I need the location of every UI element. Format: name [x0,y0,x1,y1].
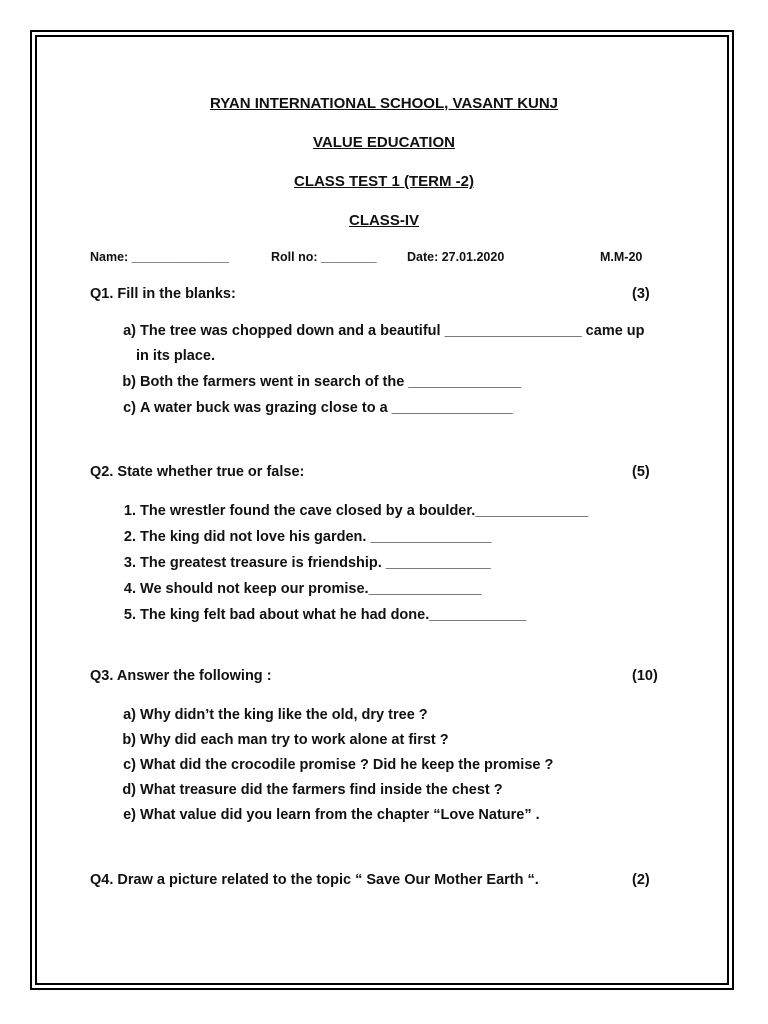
q1-heading [90,285,670,303]
item-text: Both the farmers went in search of the ______________ [140,374,522,390]
item-label: b) [122,374,136,390]
q3-marks: (10) [632,668,658,684]
q3-title: Q3. Answer the following : [90,668,272,684]
item-text: Why did each man try to work alone at first ? [140,732,449,748]
q4-heading [90,871,670,889]
item-text: Why didn’t the king like the old, dry tree ? [140,707,428,723]
item-text: A water buck was grazing close to a _______________ [140,400,513,416]
class-title: CLASS-IV [348,212,419,229]
q4-marks: (2) [632,872,650,888]
item-label: b) [122,732,136,748]
q1-title: Q1. Fill in the blanks: [90,286,236,302]
q3-item-c [112,756,692,774]
item-text: What treasure did the farmers find inside the chest ? [140,782,503,798]
q1-item-c [112,399,692,417]
item-text: The wrestler found the cave closed by a boulder.______________ [140,503,589,519]
test-title: CLASS TEST 1 (TERM -2) [293,173,474,190]
q4-title: Q4. Draw a picture related to the topic “ Save Our Mother Earth “. [90,872,539,888]
q2-item-4 [112,580,692,598]
q1-item-b [112,373,692,391]
item-label: a) [123,323,136,339]
q2-title: Q2. State whether true or false: [90,464,305,480]
item-label: d) [122,782,136,798]
item-text: What value did you learn from the chapter “Love Nature” . [140,807,540,823]
item-label: 5. [123,607,136,623]
q2-item-5 [112,606,692,624]
item-label: 1. [123,503,136,519]
roll-field: Roll no: ________ [271,250,377,264]
item-label: e) [123,807,136,823]
q2-item-2 [112,528,692,546]
subject-title: VALUE EDUCATION [313,134,455,151]
school-name: RYAN INTERNATIONAL SCHOOL, VASANT KUNJ [209,95,559,112]
item-text: The tree was chopped down and a beautiful _________________ came up [140,323,645,339]
q3-item-e [112,806,692,824]
item-label: c) [123,400,136,416]
q3-heading [90,667,670,685]
item-text: We should not keep our promise.______________ [140,581,482,597]
q3-item-a [112,706,692,724]
q2-marks: (5) [632,464,650,480]
q2-item-3 [112,554,692,572]
item-label: 4. [123,581,136,597]
q1-item-a-continued: in its place. [136,348,215,364]
q2-item-1 [112,502,692,520]
date-field: Date: 27.01.2020 [407,250,505,264]
q3-item-d [112,781,692,799]
max-marks: M.M-20 [600,250,643,264]
item-text: What did the crocodile promise ? Did he keep the promise ? [140,757,554,773]
item-text: The greatest treasure is friendship. _____________ [140,555,491,571]
q1-marks: (3) [632,286,650,302]
item-label: a) [123,707,136,723]
item-label: c) [123,757,136,773]
q1-item-a [112,322,692,340]
q2-heading [90,463,670,481]
item-label: 3. [123,555,136,571]
q3-item-b [112,731,692,749]
item-text: The king did not love his garden. _______________ [140,529,492,545]
name-field: Name: ______________ [90,250,230,264]
item-text: The king felt bad about what he had done.____________ [140,607,527,623]
item-label: 2. [123,529,136,545]
